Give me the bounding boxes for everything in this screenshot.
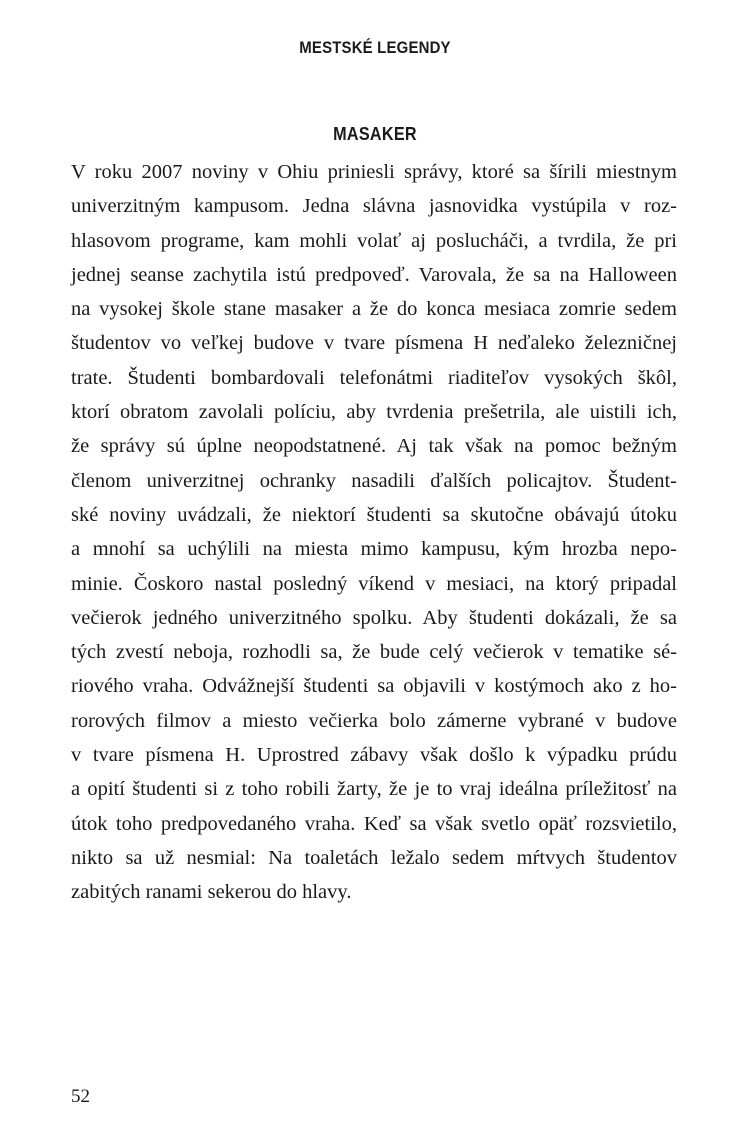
body-line: členom univerzitnej ochranky nasadili ďalších policajtov. Študent-: [71, 469, 677, 492]
body-line: rorových filmov a miesto večierka bolo zámerne vybrané v budove: [71, 709, 677, 732]
body-line: minie. Čoskoro nastal posledný víkend v mesiaci, na ktorý pripadal: [71, 572, 677, 595]
body-line: na vysokej škole stane masaker a že do konca mesiaca zomrie sedem: [71, 298, 677, 321]
body-line: tých zvestí neboja, rozhodli sa, že bude celý večierok v tematike sé-: [71, 641, 677, 664]
body-line: zabitých ranami sekerou do hlavy.: [71, 881, 352, 904]
body-line: večierok jedného univerzitného spolku. Aby študenti dokázali, že sa: [71, 606, 677, 629]
body-line: V roku 2007 noviny v Ohiu priniesli správy, ktoré sa šírili miestnym: [71, 161, 677, 183]
body-line: jednej seanse zachytila istú predpoveď. Varovala, že sa na Halloween: [71, 263, 677, 286]
body-line: že správy sú úplne neopodstatnené. Aj tak však na pomoc bežným: [71, 435, 677, 458]
body-line: hlasovom programe, kam mohli volať aj poslucháči, a tvrdila, že pri: [71, 229, 677, 252]
body-line: riového vraha. Odvážnejší študenti sa objavili v kostýmoch ako z ho-: [71, 675, 677, 698]
running-head: MESTSKÉ LEGENDY: [299, 38, 451, 57]
body-line: v tvare písmena H. Uprostred zábavy však došlo k výpadku prúdu: [71, 744, 677, 767]
page-number: 52: [71, 1086, 90, 1107]
body-line: útok toho predpovedaného vraha. Keď sa však svetlo opäť rozsvietilo,: [71, 812, 677, 835]
body-line: trate. Študenti bombardovali telefonátmi riaditeľov vysokých škôl,: [71, 366, 677, 389]
body-line: ské noviny uvádzali, že niektorí študenti sa skutočne obávajú útoku: [71, 503, 677, 526]
body-line: a opití študenti si z toho robili žarty, že je to vraj ideálna príležitosť na: [71, 778, 677, 801]
body-line: študentov vo veľkej budove v tvare písmena H neďaleko železničnej: [71, 332, 677, 355]
body-line: nikto sa už nesmial: Na toaletách ležalo sedem mŕtvych študentov: [71, 846, 677, 869]
body-line: ktorí obratom zavolali políciu, aby tvrdenia prešetrila, ale uistili ich,: [71, 401, 677, 424]
body-text: [71, 155, 677, 910]
chapter-title: MASAKER: [333, 124, 417, 144]
body-line: a mnohí sa uchýlili na miesta mimo kampusu, kým hrozba nepo-: [71, 538, 677, 561]
body-line: univerzitným kampusom. Jedna slávna jasnovidka vystúpila v roz-: [71, 195, 677, 218]
